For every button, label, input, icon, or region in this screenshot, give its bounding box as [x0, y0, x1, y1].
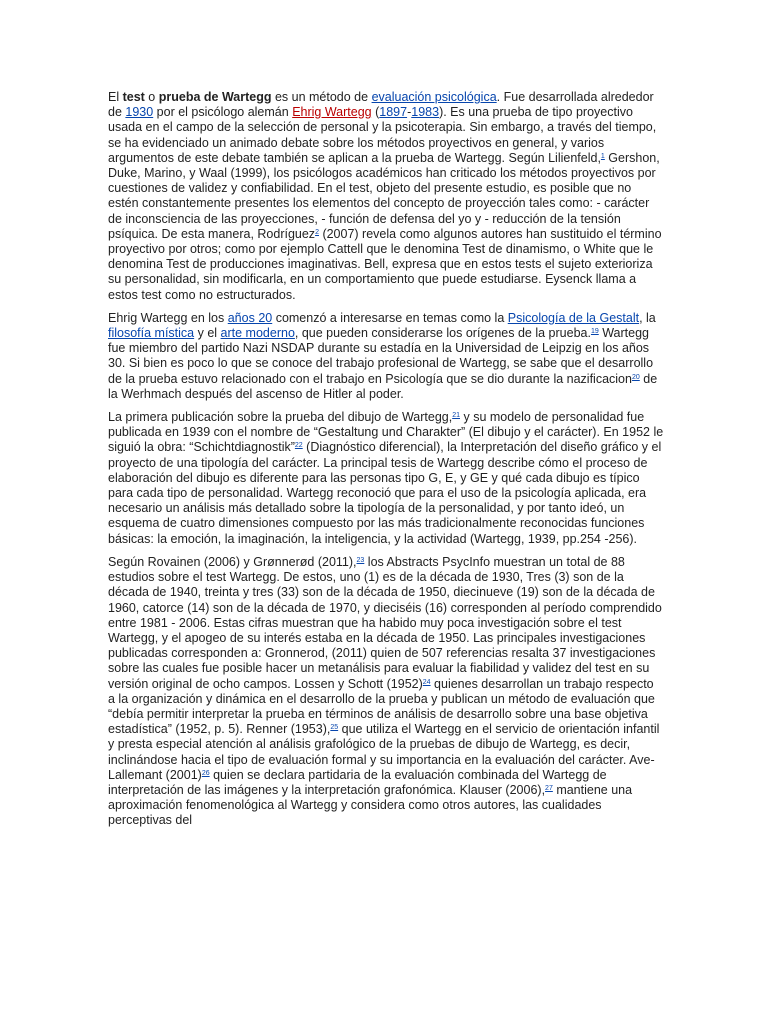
footnote-ref-26 [202, 770, 210, 777]
link-1897[interactable]: 1897 [379, 105, 408, 120]
footnote-ref-27 [545, 785, 553, 792]
footnote-link-21[interactable]: 21 [452, 412, 460, 420]
footnote-link-27[interactable]: 27 [545, 784, 553, 792]
footnote-link-26[interactable]: 26 [201, 769, 210, 777]
paragraph-first-publication: La primera publicación sobre la prueba del dibujo de Wartegg,$^{21}$ y su modelo de personalidad fue publicada en 1939 con el nombre de “Gestaltung und Charakter” (El dibujo y el carácter). En 1952 le siguió la obra: “Schichtdiagnostik”$^{22}$ (Diagnóstico diferencial), la Interpretación del diseño gráfico y el proyecto de una tipología del carácter. La principal tesis de Wartegg describe cómo el proceso de elaboración del dibujo es diferente para las personas tipo G, E, y GE y qué cada dibujo es típico para cada tipo de personalidad. Wartegg reconoció que para el uso de la psicología aplicada, era necesario un análisis más detallado sobre la tipología de la personalidad, y por tanto ideó, un esquema de cuatro dimensiones compuesto por las más tradicionalmente reconocidas funciones básicas: la emoción, la imaginación, la inteligencia, y la actividad (Wartegg, 1939, pp.254 -256). [108, 410, 664, 546]
article-body [108, 90, 664, 837]
paragraph-research: Según Rovainen (2006) y Grønnerød (2011),$^{23}$ los Abstracts PsycInfo muestran un total de 88 estudios sobre el test Wartegg. De estos, uno (1) es de la década de 1930, Tres (3) son de la década de 1940, treinta y tres (33) son de la década de 1950, diecinueve (19) son de la década de 1960, catorce (14) son de la década de 1970, y dieciséis (16) corresponden al período comprendido entre 1981 - 2006. Estas cifras muestran que ha habido muy poca investigación sobre el test Wartegg, y el apogeo de su interés estaba en la década de 1950. Las principales investigaciones publicadas corresponden a: Gronnerod, (2011) quien de 507 referencias resalta 37 investigaciones sobre las cuales fue posible hacer un metanálisis para evaluar la fiabilidad y validez del test en su versión original de ocho campos. Lossen y Schott $(1952)^{24}$ quienes desarrollan un trabajo respecto a la organización y dinámica en el desarrollo de la prueba y publican un método de evaluación que “debía permitir interpretar la prueba en términos de análisis de desarrollo sobre una base objetiva estadística” (1952, p. 5). Renner (1953),$^{25}$ que utiliza el Wartegg en el servicio de orientación infantil y presta especial atención al análisis grafológico de la pruebas de dibujo de Wartegg, es decir, inclinándose hacia el tipo de evaluación formal y su importancia en la evaluación del carácter. Ave-Lallemant $(2001)^{26}$ quien se declara partidaria de la evaluación combinada del Wartegg de interpretación de las imágenes y la interpretación grafonómica. Klauser (2006),$^{27}$ mantiene una aproximación fenomenológica al Wartegg y considera como otros autores, las cualidades perceptivas del [108, 554, 662, 828]
footnote-ref-20 [632, 374, 640, 381]
term-prueba-de-wartegg: prueba de Wartegg [158, 90, 272, 104]
link-arte-moderno[interactable]: arte moderno [220, 326, 295, 341]
footnote-link-20[interactable]: 20 [631, 373, 640, 381]
link-1930[interactable]: 1930 [125, 105, 154, 120]
footnote-link-19[interactable]: 19 [590, 328, 599, 336]
footnote-ref-21 [452, 412, 460, 419]
paragraph-intro: El test o prueba de Wartegg es un método de evaluación psicológica. Fue desarrollada alrededor de 1930 por el psicólogo alemán Ehrig Wartegg (1897-1983). Es una prueba de tipo proyectivo usada en el campo de la selección de personal y la psicoterapia. Sin embargo, a través del tiempo, se ha evidenciado un animado debate sobre los métodos proyectivos en general, y varios argumentos de este debate también se aplican a la prueba de Wartegg. Según Lilienfeld,$^1$ Gershon, Duke, Marino, y Waal (1999), los psicólogos académicos han criticado los métodos proyectivos por cuestiones de validez y confiabilidad. En el test, objeto del presente estudio, es posible que no estén constantemente presentes los elementos del concepto de proyección tales como: - carácter de inconsciencia de las proyecciones, - función de defensa del yo y - reducción de la tensión psíquica. De esta manera, Rodríguez$^2$ (2007) revela como algunos autores han sustituido el término proyectivo por otros; como por ejemplo Cattell que le denomina Test de dinamismo, o White que le denomina Test de producciones imaginativas. Bell, expresa que en estos tests el sujeto exterioriza su personalidad, sin modificarla, en un comportamiento que puede estudiarse. Eysenck llama a estos test como no estructurados. [108, 90, 662, 302]
footnote-ref-24 [423, 679, 431, 686]
footnote-link-22[interactable]: 22 [294, 442, 303, 450]
link-1983[interactable]: 1983 [411, 105, 440, 120]
footnote-link-25[interactable]: 25 [330, 724, 339, 732]
link-evaluacion-psicologica[interactable]: evaluación psicológica [371, 90, 497, 104]
footnote-ref-19 [591, 328, 599, 335]
footnote-link-1[interactable]: 1 [600, 152, 605, 160]
footnote-link-24[interactable]: 24 [422, 678, 431, 686]
footnote-ref-22 [295, 442, 303, 449]
link-psicologia-gestalt[interactable]: Psicología de la Gestalt [507, 310, 640, 325]
footnote-ref-25 [330, 724, 338, 731]
paragraph-origins: Ehrig Wartegg en los años 20 comenzó a interesarse en temas como la Psicología de la Gestalt, la filosofía mística y el arte moderno, que pueden considerarse los orígenes de la prueba.$^{19}$ Wartegg fue miembro del partido Nazi NSDAP durante su estadía en la Universidad de Leipzig en los años 30. Si bien es poco lo que se conoce del trabajo profesional de Wartegg, se sabe que el desarrollo de la prueba estuvo relacionado con el trabajo en Psicología que se dio durante la nazificacion$^{20}$ de la Werhmach después del ascenso de Hitler al poder. [108, 310, 658, 401]
term-test: test [122, 90, 145, 104]
link-ehrig-wartegg[interactable]: Ehrig Wartegg [292, 105, 372, 120]
footnote-link-23[interactable]: 23 [356, 556, 365, 564]
link-anos-20[interactable]: años 20 [227, 310, 273, 325]
footnote-link-2[interactable]: 2 [315, 228, 319, 236]
link-filosofia-mistica[interactable]: filosofía mística [108, 326, 195, 341]
